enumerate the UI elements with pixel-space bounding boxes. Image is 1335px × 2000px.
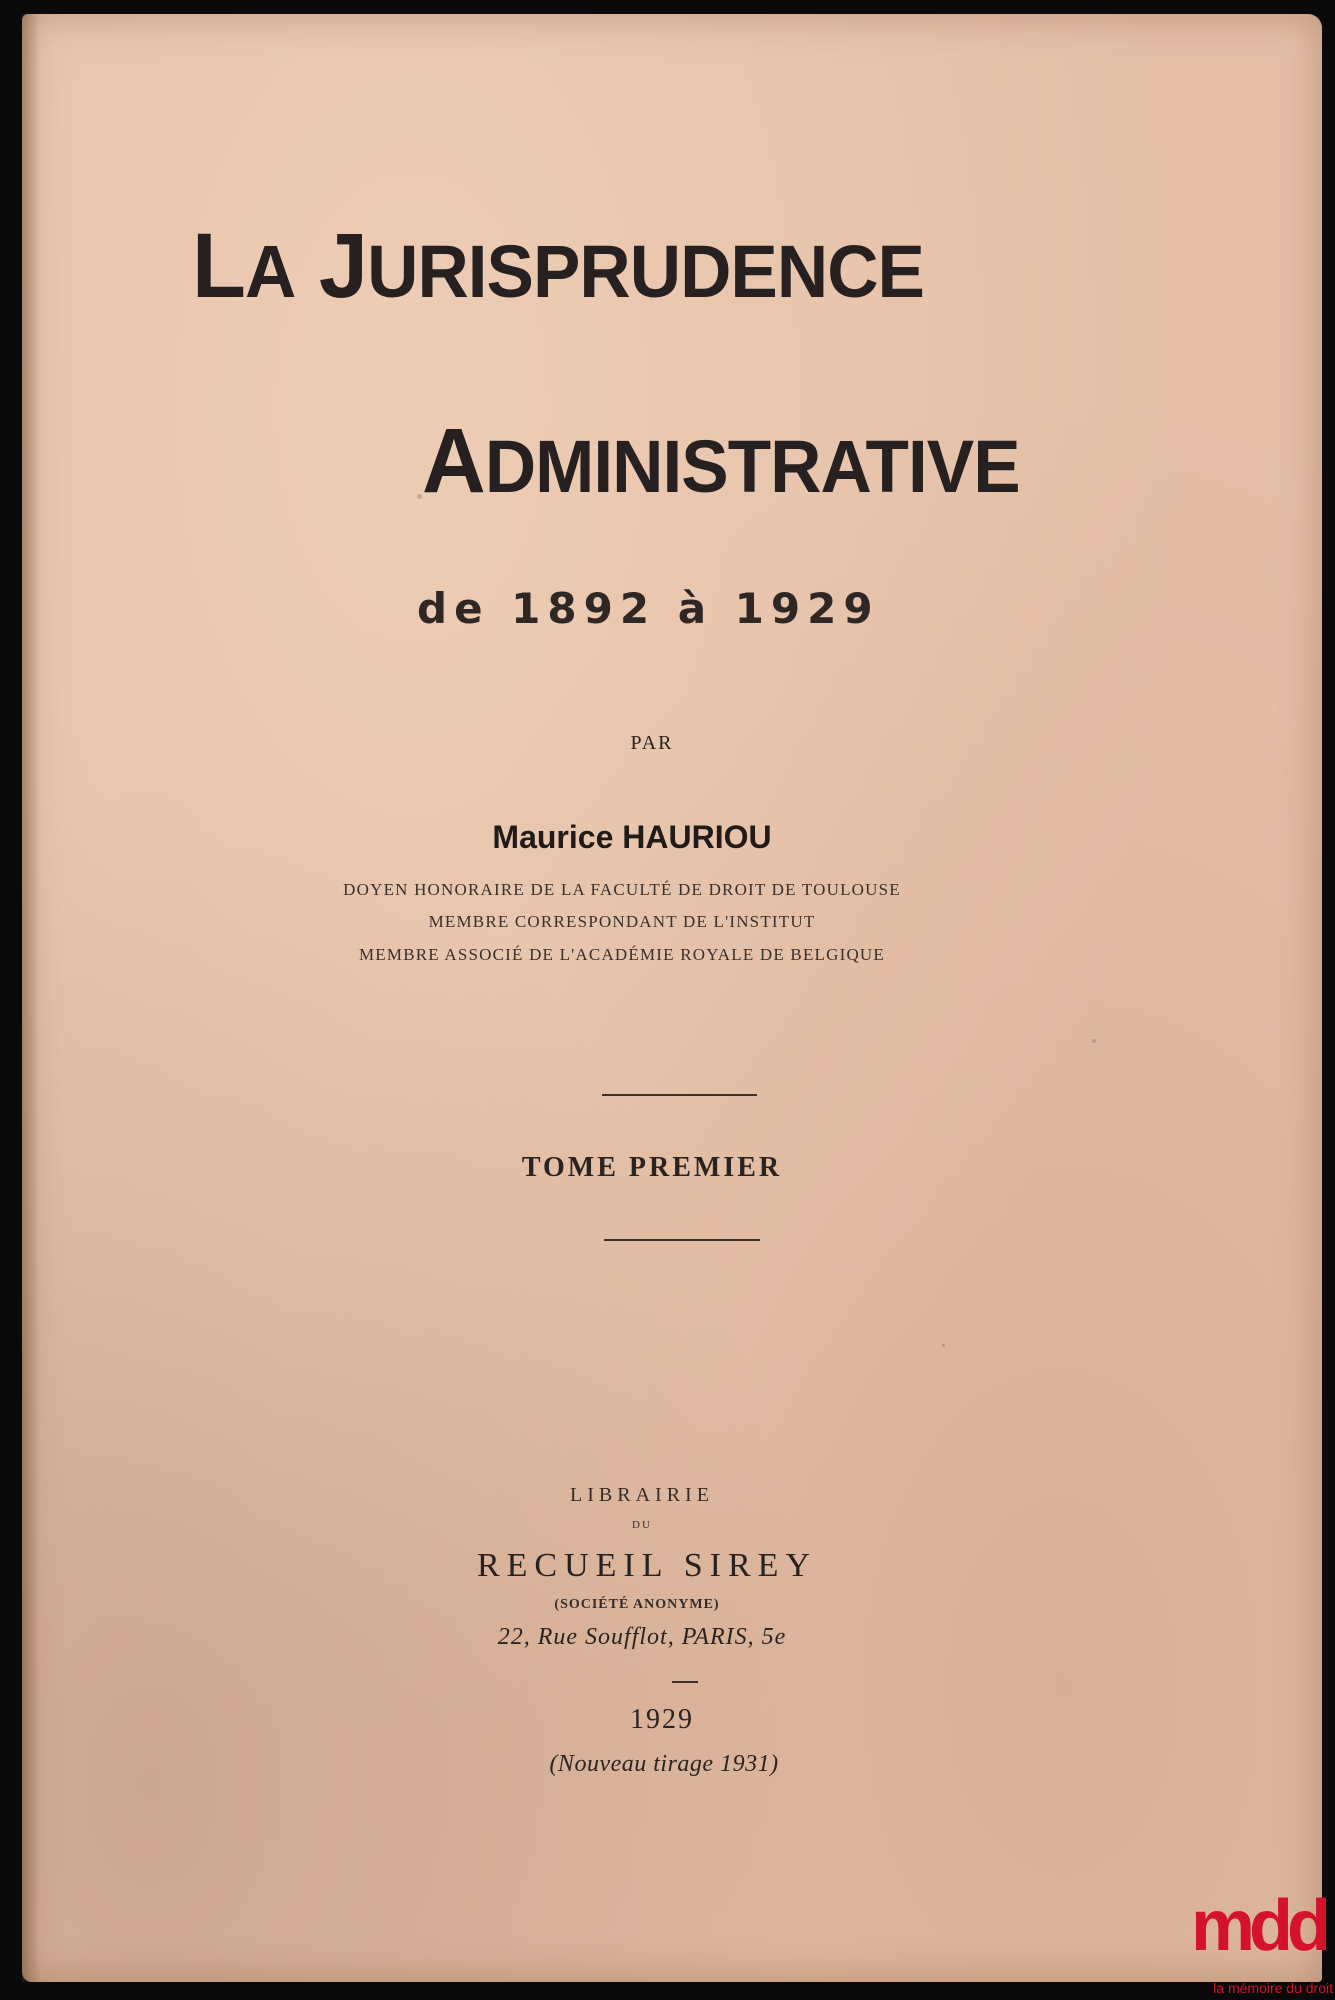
title-rest-a: A (244, 230, 296, 313)
cover-page (22, 14, 1322, 1982)
reprint-note: (Nouveau tirage 1931) (549, 1751, 779, 1777)
publication-year: 1929 (630, 1704, 694, 1735)
divider-rule (604, 1239, 760, 1241)
credential-line: MEMBRE CORRESPONDANT DE L'INSTITUT (428, 912, 816, 931)
volume-label: TOME PREMIER (521, 1152, 783, 1183)
publisher-connector: DU (632, 1519, 652, 1531)
by-label: PAR (630, 732, 674, 754)
publisher-label: LIBRAIRIE (570, 1484, 714, 1506)
credential-line: DOYEN HONORAIRE DE LA FACULTÉ DE DROIT DE TOULOUSE (343, 880, 901, 899)
divider-rule (602, 1094, 757, 1096)
logo-mark: mdd (1191, 1886, 1325, 1966)
paper-spot (1092, 1039, 1096, 1043)
paper-spot (942, 1344, 945, 1347)
publisher-company-type: (SOCIÉTÉ ANONYME) (554, 1597, 720, 1612)
logo-tagline: la mémoire du droit (1213, 1980, 1333, 1996)
author-given-name: Maurice (492, 819, 614, 855)
publisher-address: 22, Rue Soufflot, PARIS, 5e (497, 1624, 787, 1650)
title-initial-a: A (422, 410, 485, 512)
publisher-name: RECUEIL SIREY (476, 1547, 817, 1584)
title-initial-l: L (192, 215, 245, 317)
title-initial-j: J (318, 215, 368, 317)
author-surname: HAURIOU (622, 819, 772, 855)
title-line-1 (192, 214, 924, 319)
title-rest-urisprudence: URISPRUDENCE (367, 230, 924, 313)
spine-shadow (22, 14, 40, 1982)
watermark-logo (1175, 1886, 1335, 2000)
credential-line: MEMBRE ASSOCIÉ DE L'ACADÉMIE ROYALE DE BELGIQUE (358, 945, 885, 964)
paper-spot (417, 494, 422, 499)
divider-dash (672, 1681, 698, 1683)
title-line-2 (422, 409, 1020, 514)
author-name (0, 819, 1282, 856)
date-range: de 1892 à 1929 (417, 584, 880, 633)
title-rest-dministrative: DMINISTRATIVE (484, 425, 1020, 508)
